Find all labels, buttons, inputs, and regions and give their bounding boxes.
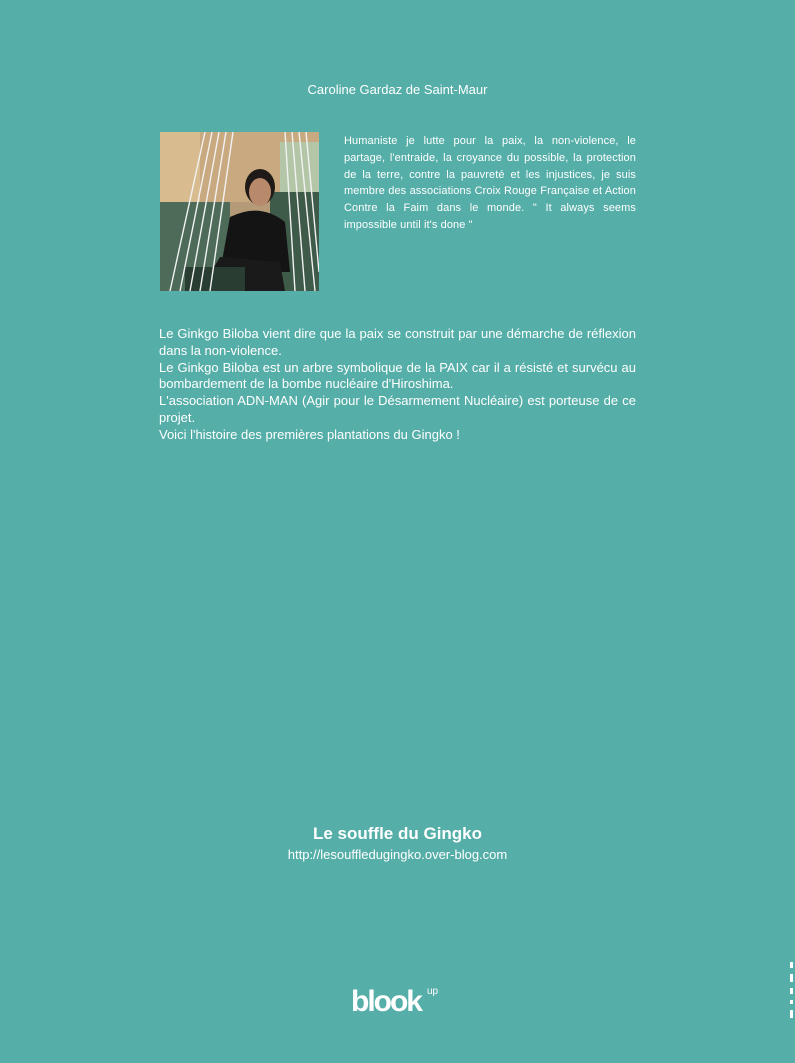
barcode-edge-marks: [790, 962, 794, 1022]
author-bio: Humaniste je lutte pour la paix, la non-violence, le partage, l'entraide, la croyance du possible, la protection de la terre, contre la pauvreté et les injustices, je suis membre des associations Croix Rouge Française et Action Contre la Faim dans le monde. " It always seems impossible until it's done ": [344, 135, 636, 231]
author-name: Caroline Gardaz de Saint-Maur: [307, 82, 488, 97]
logo-wordmark: blook: [351, 985, 421, 1018]
description-paragraph: Voici l'histoire des premières plantations du Gingko !: [159, 426, 460, 442]
book-url: http://lesouffledugingko.over-blog.com: [287, 847, 508, 862]
description-paragraph: Le Ginkgo Biloba est un arbre symbolique de la PAIX car il a résisté et survécu au bombardement de la bombe nucléaire d'Hiroshima.: [159, 359, 636, 392]
author-photo: [160, 132, 319, 291]
description-paragraph: L'association ADN-MAN (Agir pour le Désarmement Nucléaire) est porteuse de ce projet.: [159, 393, 636, 425]
book-title: Le souffle du Gingko: [312, 824, 483, 843]
cover-description: [159, 326, 636, 444]
logo-superscript: up: [427, 986, 439, 997]
description-paragraph: Le Ginkgo Biloba vient dire que la paix se construit par une démarche de réflexion dans la non-violence.: [159, 326, 636, 358]
blookup-logo: [351, 985, 451, 1019]
